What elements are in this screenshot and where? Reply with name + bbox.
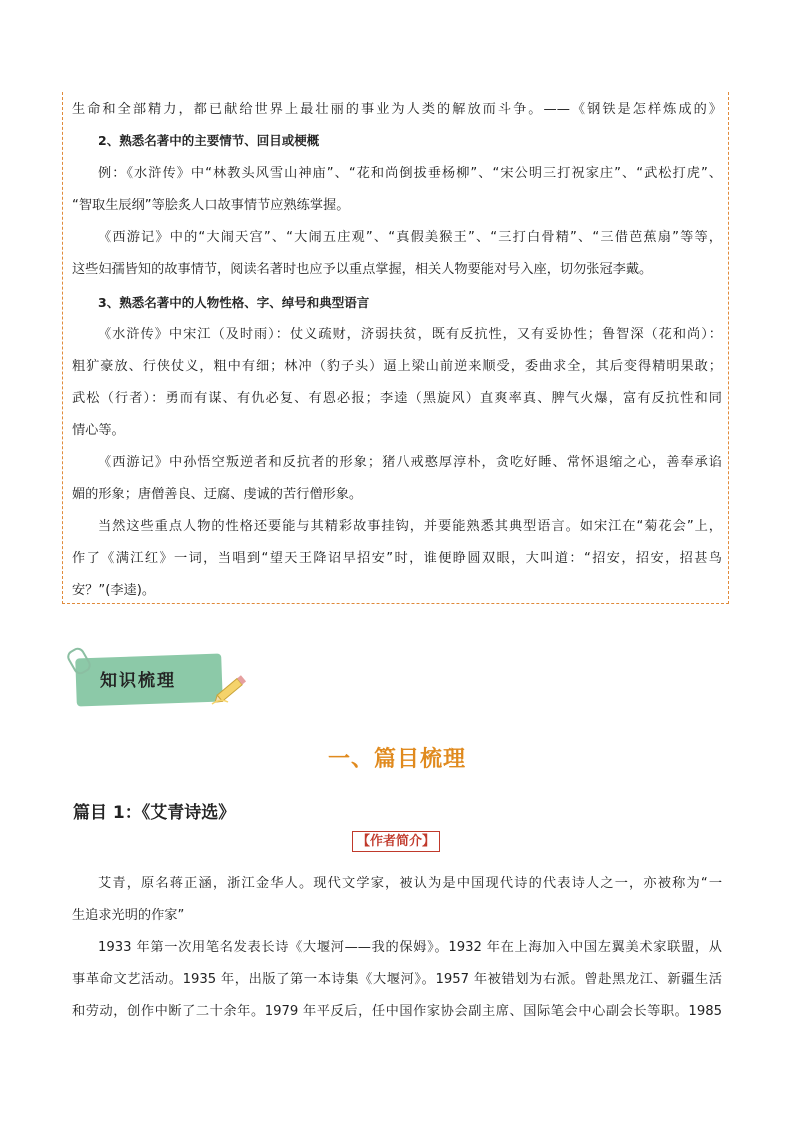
knowledge-tag — [70, 648, 260, 718]
chapter-title: 篇目 1：《艾青诗选》 — [73, 803, 236, 823]
box-line-6: 这些妇孺皆知的故事情节，阅读名著时也应予以重点掌握，相关人物要能对号入座，切勿张冠李戴。 — [72, 262, 653, 277]
box-heading-3: 3、熟悉名著中的人物性格、字、绰号和典型语言 — [98, 295, 370, 310]
box-line-5: 《西游记》中的“大闹天宫”、“大闹五庄观”、“真假美猴王”、“三打白骨精”、“三借芭蕉扇”等等， — [98, 230, 722, 245]
author-intro-tag: 【作者简介】 — [352, 831, 440, 852]
box-line-3: 例：《水浒传》中“林教头风雪山神庙”、“花和尚倒拔垂杨柳”、“宋公明三打祝家庄”、“武松打虎”、 — [98, 166, 722, 181]
box-line-16: 安？”(李逵)。 — [72, 583, 156, 598]
box-line-10: 武松（行者）：勇而有谋、有仇必复、有恩必报；李逵（黑旋风）直爽率真、脾气火爆，富有反抗性和同 — [72, 391, 722, 406]
box-line-11: 情心等。 — [72, 423, 125, 438]
box-line-9: 粗犷豪放、行侠仗义，粗中有细；林冲（豹子头）逼上梁山前逆来顺受，委曲求全，其后变得精明果敢； — [72, 359, 722, 374]
knowledge-tag-label: 知识梳理 — [100, 671, 176, 691]
box-line-4: “智取生辰纲”等脍炙人口故事情节应熟练掌握。 — [72, 198, 350, 213]
box-line-15: 作了《满江红》一词，当唱到“望天王降诏早招安”时，谁便睁圆双眼，大叫道：“招安，招安，招甚鸟 — [72, 551, 722, 566]
body-line-3: 1933 年第一次用笔名发表长诗《大堰河——我的保姆》。1932 年在上海加入中国左翼美术家联盟，从 — [98, 940, 722, 955]
pencil-icon — [210, 668, 254, 708]
box-line-14: 当然这些重点人物的性格还要能与其精彩故事挂钩，并要能熟悉其典型语言。如宋江在“菊花会”上， — [98, 519, 722, 534]
box-line-12: 《西游记》中孙悟空叛逆者和反抗者的形象；猪八戒憨厚淳朴，贪吃好睡、常怀退缩之心，善奉承谄 — [98, 455, 722, 470]
body-line-2: 生追求光明的作家” — [72, 908, 185, 923]
box-line-1: 生命和全部精力，都已献给世界上最壮丽的事业为人类的解放而斗争。——《钢铁是怎样炼成的》 — [72, 102, 722, 117]
box-heading-2: 2、熟悉名著中的主要情节、回目或梗概 — [98, 133, 320, 148]
body-line-1: 艾青，原名蒋正涵，浙江金华人。现代文学家，被认为是中国现代诗的代表诗人之一，亦被称为“一 — [98, 876, 722, 891]
body-line-5: 和劳动，创作中断了二十余年。1979 年平反后，任中国作家协会副主席、国际笔会中心副会长等职。1985 — [72, 1004, 722, 1019]
section-title: 一、篇目梳理 — [327, 747, 466, 772]
body-line-4: 事革命文艺活动。1935 年，出版了第一本诗集《大堰河》。1957 年被错划为右派。曾赴黑龙江、新疆生活 — [72, 972, 722, 987]
box-line-8: 《水浒传》中宋江（及时雨）：仗义疏财，济弱扶贫，既有反抗性，又有妥协性；鲁智深（花和尚）： — [98, 327, 722, 342]
box-line-13: 媚的形象；唐僧善良、迂腐、虔诚的苦行僧形象。 — [72, 487, 363, 502]
